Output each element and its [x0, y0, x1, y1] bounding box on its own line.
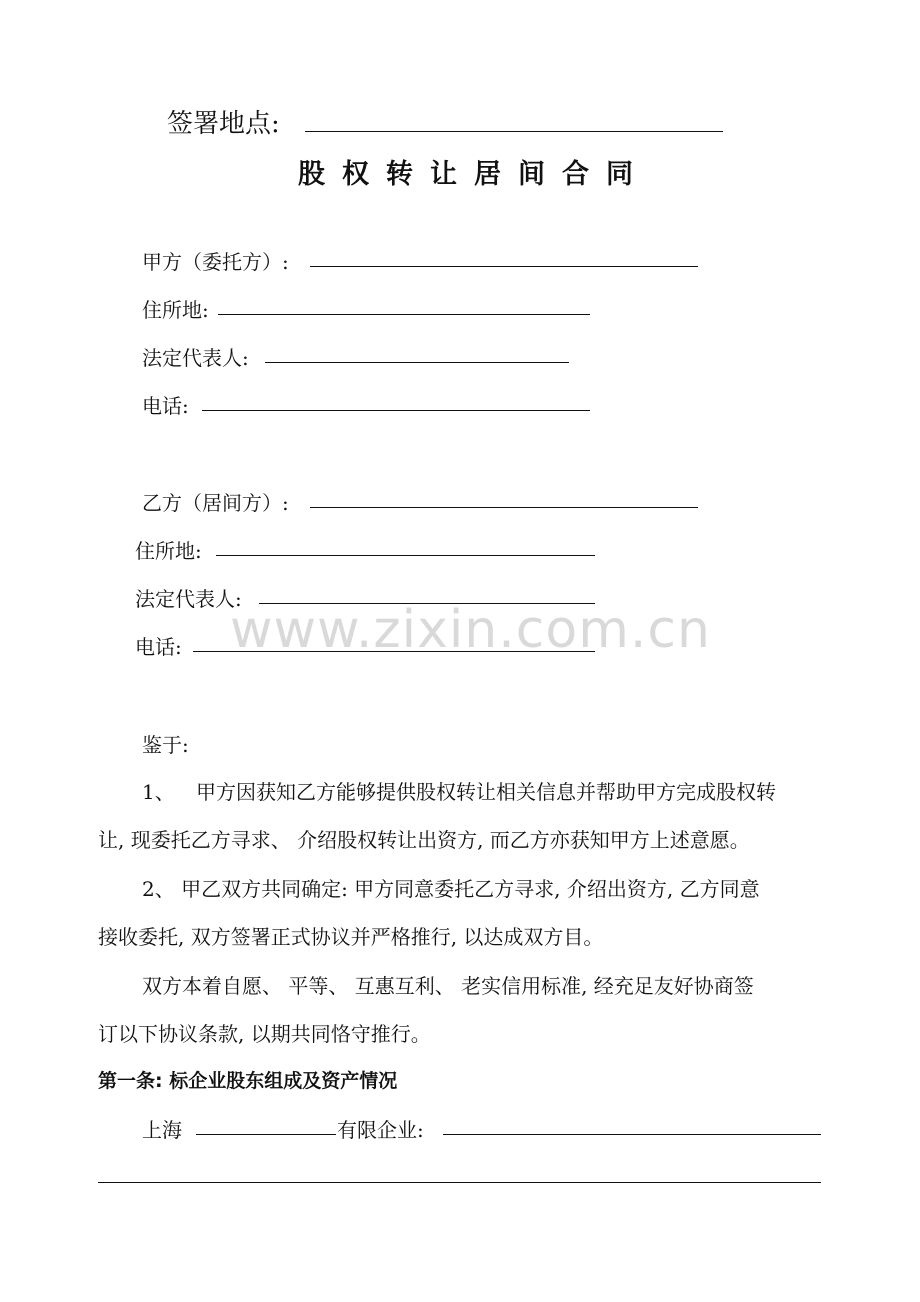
party-b-address-label: 住所地: [135, 539, 202, 563]
company-label: 有限企业: [337, 1118, 424, 1142]
party-b-name-field[interactable] [310, 507, 698, 508]
recital-3-line-1: 双方本着自愿、 平等、 互惠互利、 老实信用标准, 经充足友好协商签 [142, 974, 754, 998]
party-a-legal-rep-label: 法定代表人: [142, 346, 249, 370]
sign-place-field[interactable] [305, 131, 723, 132]
recital-2-line-1: 2、 甲乙双方共同确定: 甲方同意委托乙方寻求, 介绍出资方, 乙方同意 [142, 877, 760, 901]
party-b-address-field[interactable] [216, 555, 595, 556]
party-a-name-field[interactable] [310, 266, 698, 267]
party-a-address-field[interactable] [218, 314, 590, 315]
recital-1-line-1: 甲方因获知乙方能够提供股权转让相关信息并帮助甲方完成股权转 [196, 780, 776, 804]
party-a-phone-field[interactable] [202, 410, 590, 411]
party-b-phone-label: 电话: [135, 635, 182, 659]
party-a-legal-rep-field[interactable] [265, 362, 569, 363]
recital-1-number: 1、 [142, 780, 175, 804]
document-title: 股权转让居间合同 [298, 159, 650, 190]
party-a-phone-label: 电话: [142, 394, 189, 418]
shanghai-label: 上海 [142, 1118, 182, 1142]
recital-3-line-2: 订以下协议条款, 以期共同恪守推行。 [98, 1022, 431, 1046]
company-name-field[interactable] [196, 1134, 336, 1135]
company-info-field-continued[interactable] [98, 1182, 821, 1183]
recital-2-line-2: 接收委托, 双方签署正式协议并严格推行, 以达成双方目。 [98, 925, 604, 949]
sign-place-label: 签署地点: [167, 109, 280, 139]
watermark: www.zixin.com.cn [230, 600, 711, 660]
recital-1-line-2: 让, 现委托乙方寻求、 介绍股权转让出资方, 而乙方亦获知甲方上述意愿。 [98, 828, 750, 852]
party-b-legal-rep-label: 法定代表人: [135, 587, 242, 611]
company-info-field[interactable] [443, 1134, 821, 1135]
recitals-intro: 鉴于: [142, 733, 189, 757]
article-1-heading: 第一条: 标企业股东组成及资产情况 [98, 1070, 398, 1092]
party-b-name-label: 乙方（居间方）: [142, 491, 289, 515]
party-a-address-label: 住所地: [142, 298, 209, 322]
party-a-name-label: 甲方（委托方）: [142, 250, 289, 274]
